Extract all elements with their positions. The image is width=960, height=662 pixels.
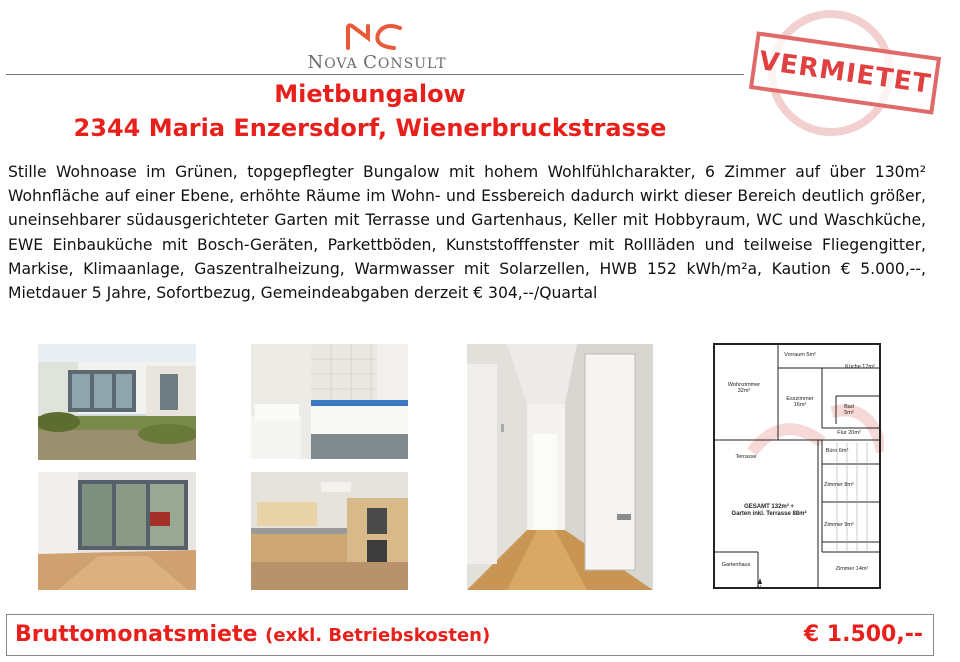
floorplan-total-area: GESAMT 132m² + bbox=[744, 504, 794, 510]
floorplan-label-flur: Flur 20m² bbox=[837, 430, 861, 436]
floorplan-label-vorraum: Vorraum 5m² bbox=[784, 352, 816, 358]
nova-consult-logo bbox=[292, 22, 462, 74]
photo-living-room bbox=[38, 472, 196, 590]
listing-description: Stille Wohnoase im Grünen, topgepflegter Bungalow mit hohem Wohlfühlcharakter, 6 Zimmer auf über 130m² Wohnfläche auf einer Ebene, erhöhte Räume im Wohn- und Essbereich dadurch wirkt dieser Bereich deutlich größer, uneinsehbarer südausgerichteter Garten mit Terrasse und Gartenhaus, Keller mit Hobbyraum, WC und Waschküche, EWE Einbauküche mit Bosch-Geräten, Parkettböden, Kunststofffenster mit Rollläden und teilweise Fliegengitter, Markise, Klimaanlage, Gaszentralheizung, Warmwasser mit Solarzellen, HWB 152 kWh/m²a, Kaution € 5.000,--, Mietdauer 5 Jahre, Sofortbezug, Gemeindeabgaben derzeit € 304,--/Quartal bbox=[8, 163, 926, 303]
photo-hallway bbox=[467, 344, 653, 590]
floorplan-label-zimmer-14: Zimmer 14m² bbox=[835, 566, 869, 572]
floorplan bbox=[712, 342, 884, 592]
logo-wordmark: NOVA CONSULT bbox=[307, 52, 447, 73]
price-box bbox=[6, 614, 934, 656]
floorplan-label-bad: Bad 5m² bbox=[844, 404, 854, 416]
header-divider bbox=[6, 74, 744, 75]
photo-kitchen bbox=[251, 472, 408, 590]
listing-address: 2344 Maria Enzersdorf, Wienerbruckstrasse bbox=[73, 114, 667, 142]
photo-bathroom bbox=[251, 344, 408, 459]
stamp-text: VERMIETET bbox=[757, 46, 933, 100]
price-label-sub: (exkl. Betriebskosten) bbox=[265, 625, 491, 646]
price-value: € 1.500,-- bbox=[803, 622, 923, 647]
listing-title: Mietbungalow bbox=[274, 80, 466, 108]
price-label bbox=[15, 622, 490, 647]
logo-mark-icon bbox=[344, 22, 404, 50]
floorplan-label-zimmer-8: Zimmer 8m² bbox=[824, 482, 854, 488]
floorplan-label-zimmer-9: Zimmer 9m² bbox=[824, 522, 854, 528]
rented-stamp bbox=[742, 8, 942, 140]
floorplan-label-wohnzimmer: Wohnzimmer 32m² bbox=[727, 382, 761, 394]
floorplan-label-kueche: Küche 17m² bbox=[845, 364, 875, 370]
floorplan-north-label: N bbox=[757, 585, 761, 591]
floorplan-label-terrasse: Terrasse bbox=[735, 454, 757, 460]
floorplan-label-buero: Büro 6m² bbox=[825, 448, 849, 454]
floorplan-label-gartenhaus: Gartenhaus bbox=[721, 562, 751, 568]
price-label-main: Bruttomonatsmiete bbox=[15, 622, 258, 647]
floorplan-garden-area: Garten inkl. Terrasse 88m² bbox=[731, 511, 807, 517]
floorplan-label-esszimmer: Esszimmer 16m² bbox=[786, 396, 814, 408]
photo-exterior-garden bbox=[38, 344, 196, 460]
